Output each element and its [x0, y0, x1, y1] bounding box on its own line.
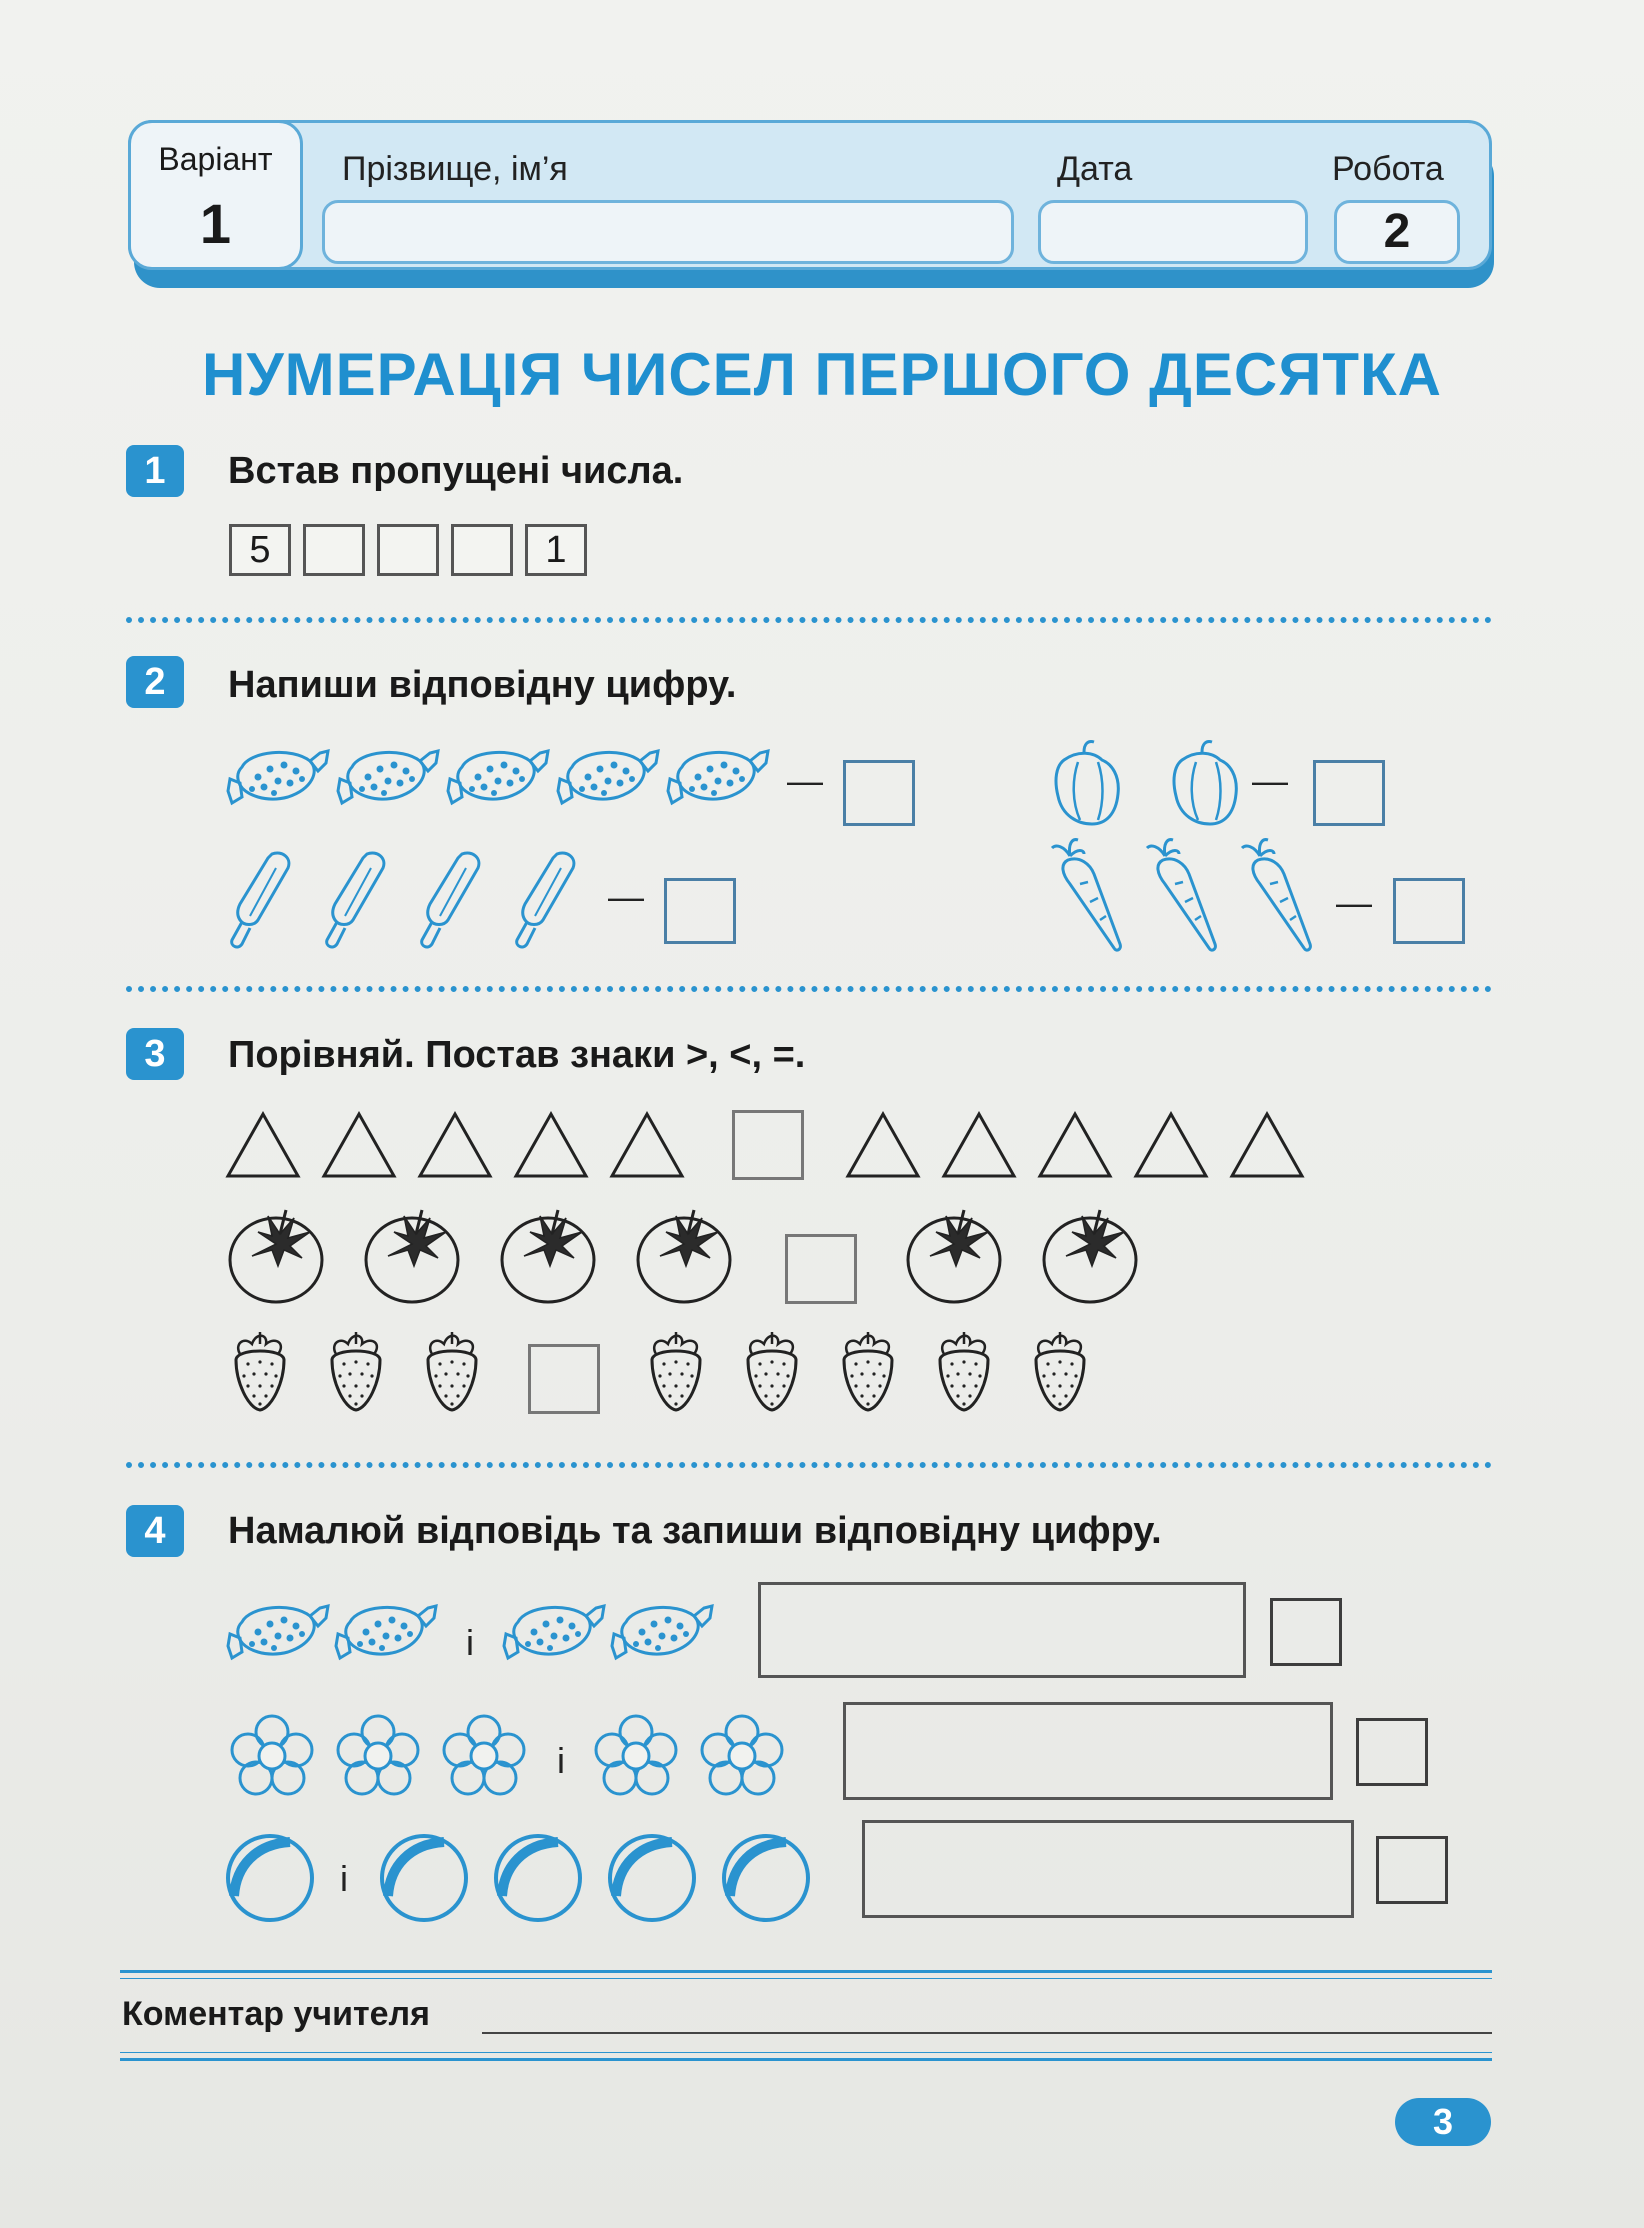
triangle-icon [516, 1114, 586, 1176]
sequence-cell-5: 1 [525, 524, 587, 576]
page-title: НУМЕРАЦІЯ ЧИСЕЛ ПЕРШОГО ДЕСЯТКА [202, 341, 1442, 408]
footer-rule-bottom [120, 2058, 1492, 2061]
popsicle-icon [327, 853, 384, 947]
work-label: Робота [1332, 150, 1444, 188]
tomato-icon [908, 1210, 1000, 1302]
drawing-area-flowers[interactable] [843, 1702, 1333, 1800]
triangle-icon [848, 1114, 918, 1176]
tomato-icon [1044, 1210, 1136, 1302]
candy-icon [448, 751, 548, 803]
tomato-icon [638, 1210, 730, 1302]
sequence-cell-1: 5 [229, 524, 291, 576]
carrot-group [1050, 838, 1330, 958]
compare-box-triangles[interactable] [732, 1110, 804, 1180]
candy-sum-group [228, 1600, 728, 1680]
popsicle-icon [517, 853, 574, 947]
strawberry-icon [748, 1332, 796, 1410]
task-2-number: 2 [126, 656, 184, 708]
triangle-icon [1040, 1114, 1110, 1176]
candy-icon [504, 1606, 604, 1658]
page-number: 3 [1395, 2098, 1491, 2146]
drawing-area-candies[interactable] [758, 1582, 1246, 1678]
triangle-icon [944, 1114, 1014, 1176]
carrot-icon [1147, 840, 1215, 950]
candy-icon [338, 751, 438, 803]
divider [126, 986, 1492, 992]
tomato-icon [366, 1210, 458, 1302]
task-1-number: 1 [126, 445, 184, 497]
tomato-icon [502, 1210, 594, 1302]
task-3-number: 3 [126, 1028, 184, 1080]
candy-icon [612, 1606, 712, 1658]
and-label: і [557, 1740, 565, 1781]
answer-box-carrots[interactable] [1393, 878, 1465, 944]
popsicle-icon [232, 853, 289, 947]
name-field[interactable] [322, 200, 1014, 264]
dash: — [608, 876, 644, 917]
answer-box-popsicles[interactable] [664, 878, 736, 944]
answer-box-peppers[interactable] [1313, 760, 1385, 826]
strawberry-icon [332, 1332, 380, 1410]
strawberry-icon [428, 1332, 476, 1410]
teacher-comment-line[interactable] [482, 2032, 1492, 2034]
flower-group [226, 1712, 806, 1802]
candy-icon [336, 1606, 436, 1658]
date-label: Дата [1057, 150, 1133, 188]
task-4-question: Намалюй відповідь та запиши відповідну цифру. [228, 1510, 1162, 1552]
triangle-icon [228, 1114, 298, 1176]
flower-icon [702, 1716, 782, 1794]
dash: — [787, 760, 823, 801]
pepper-icon [1174, 741, 1236, 824]
and-label: і [340, 1858, 348, 1899]
task-4-number: 4 [126, 1505, 184, 1557]
triangle-icon [420, 1114, 490, 1176]
carrot-icon [1242, 840, 1310, 950]
triangle-icon [1136, 1114, 1206, 1176]
strawberry-icon [844, 1332, 892, 1410]
popsicle-icon [422, 853, 479, 947]
flower-icon [232, 1716, 312, 1794]
variant-number: 1 [199, 192, 232, 255]
variant-box [128, 120, 303, 270]
work-number-box [1334, 200, 1460, 264]
compare-box-tomatoes[interactable] [785, 1234, 857, 1304]
candy-icon [228, 1606, 328, 1658]
sequence-cell-4[interactable] [451, 524, 513, 576]
task-3-question: Порівняй. Постав знаки >, <, =. [228, 1034, 806, 1076]
ball-icon [496, 1836, 580, 1920]
ball-group [226, 1834, 826, 1924]
answer-box-candies-sum[interactable] [1270, 1598, 1342, 1666]
ball-icon [228, 1836, 312, 1920]
task-2-question: Напиши відповідну цифру. [228, 664, 737, 706]
popsicle-group [228, 850, 608, 950]
divider [126, 617, 1492, 623]
candy-icon [668, 751, 768, 803]
compare-box-strawberries[interactable] [528, 1344, 600, 1414]
drawing-area-balls[interactable] [862, 1820, 1354, 1918]
triangle-icon [1232, 1114, 1302, 1176]
tomato-icon [230, 1210, 322, 1302]
strawberry-icon [652, 1332, 700, 1410]
candy-icon [558, 751, 658, 803]
strawberry-icon [940, 1332, 988, 1410]
strawberry-icon [1036, 1332, 1084, 1410]
ball-icon [724, 1836, 808, 1920]
answer-box-balls-sum[interactable] [1376, 1836, 1448, 1904]
flower-icon [444, 1716, 524, 1794]
triangle-icon [324, 1114, 394, 1176]
triangle-icon [612, 1114, 682, 1176]
work-number: 2 [1383, 205, 1411, 258]
date-field[interactable] [1038, 200, 1308, 264]
sequence-cell-2[interactable] [303, 524, 365, 576]
variant-label: Варіант [158, 141, 273, 177]
strawberry-group [226, 1330, 1106, 1420]
dash: — [1252, 760, 1288, 801]
footer-rule-top-thin [120, 1978, 1492, 1979]
task-1-question: Встав пропущені числа. [228, 450, 684, 492]
ball-icon [382, 1836, 466, 1920]
ball-icon [610, 1836, 694, 1920]
sequence-cell-3[interactable] [377, 524, 439, 576]
candy-icon [228, 751, 328, 803]
name-label: Прізвище, ім’я [342, 150, 568, 188]
footer-rule-top [120, 1970, 1492, 1973]
carrot-icon [1052, 840, 1120, 950]
strawberry-icon [236, 1332, 284, 1410]
and-label: і [466, 1622, 474, 1663]
dash: — [1336, 882, 1372, 923]
pepper-icon [1056, 741, 1118, 824]
answer-box-flowers-sum[interactable] [1356, 1718, 1428, 1786]
candy-group [228, 745, 768, 825]
tomato-group [228, 1208, 1148, 1308]
flower-icon [338, 1716, 418, 1794]
answer-box-candies[interactable] [843, 760, 915, 826]
footer-rule-bottom-thin [120, 2052, 1492, 2053]
teacher-comment-label: Коментар учителя [122, 1995, 430, 2033]
flower-icon [596, 1716, 676, 1794]
divider [126, 1462, 1492, 1468]
pepper-group [1048, 740, 1248, 830]
